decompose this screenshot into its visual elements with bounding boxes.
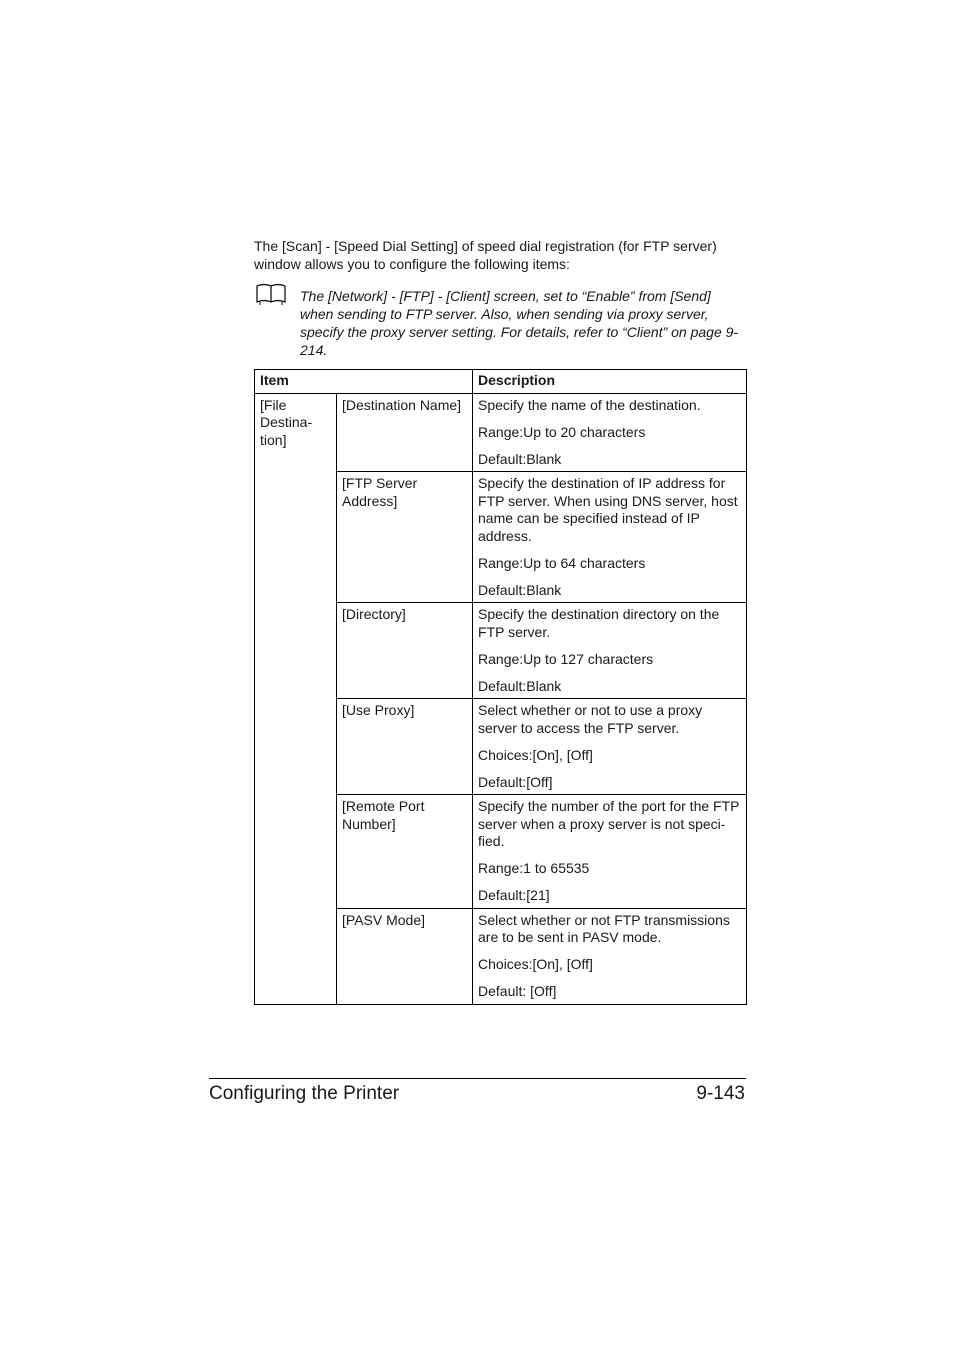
footer-page-number: 9-143 (696, 1083, 745, 1104)
description-line: Specify the number of the port for the FTP server when a proxy server is not speci-fied. (478, 798, 740, 849)
description-line: Select whether or not FTP transmissions are to be sent in PASV mode. (478, 911, 730, 945)
description-line: Range:Up to 64 characters (478, 554, 646, 571)
item-cell: [Directory] (337, 603, 473, 699)
description-cell (473, 393, 747, 472)
description-cell (473, 699, 747, 795)
description-line: Choices:[On], [Off] (478, 956, 593, 972)
item-cell: [FTP Server Address] (337, 472, 473, 603)
header-item: Item (255, 370, 473, 394)
description-line: Default:Blank (478, 450, 562, 467)
description-line: Range:1 to 65535 (478, 860, 590, 876)
table-header-row (255, 370, 747, 394)
description-line: Default:[Off] (478, 773, 553, 790)
description-line: Specify the name of the destination. (478, 396, 701, 413)
description-line: Default:Blank (478, 677, 562, 694)
group-cell: [File Destina- tion] (255, 393, 337, 1004)
description-line: Default:Blank (478, 581, 562, 598)
note-text: The [Network] - [FTP] - [Client] screen, set to “Enable” from [Send] when sending to FTP server. Also, when sending via proxy server, specify the proxy server setting. For details, refer to “Client” on page 9-214. (300, 288, 739, 358)
book-note-icon (254, 283, 288, 305)
settings-table (254, 369, 747, 1005)
description-line: Choices:[On], [Off] (478, 746, 593, 763)
description-line: Default: [Off] (478, 983, 557, 999)
description-line: Specify the destination of IP address for FTP server. When using DNS server, host name can be specified instead of IP address. (478, 475, 738, 544)
description-cell (473, 908, 747, 1004)
description-cell (473, 603, 747, 699)
description-line: Default:[21] (478, 887, 550, 903)
description-line: Specify the destination directory on the FTP server. (478, 606, 720, 640)
item-cell: [Remote Port Number] (337, 795, 473, 909)
item-cell: [Use Proxy] (337, 699, 473, 795)
description-cell (473, 472, 747, 603)
table-row (255, 393, 747, 472)
description-line: Range:Up to 127 characters (478, 650, 654, 667)
description-line: Select whether or not to use a proxy server to access the FTP server. (478, 702, 703, 736)
description-line: Range:Up to 20 characters (478, 423, 646, 440)
header-description: Description (473, 370, 747, 394)
description-cell (473, 795, 747, 909)
footer-chapter-title: Configuring the Printer (209, 1083, 400, 1104)
item-cell: [Destination Name] (337, 393, 473, 472)
intro-paragraph: The [Scan] - [Speed Dial Setting] of speed dial registration (for FTP server) window allows you to configure the following items: (254, 238, 717, 272)
footer-divider (209, 1078, 746, 1079)
item-cell: [PASV Mode] (337, 908, 473, 1004)
